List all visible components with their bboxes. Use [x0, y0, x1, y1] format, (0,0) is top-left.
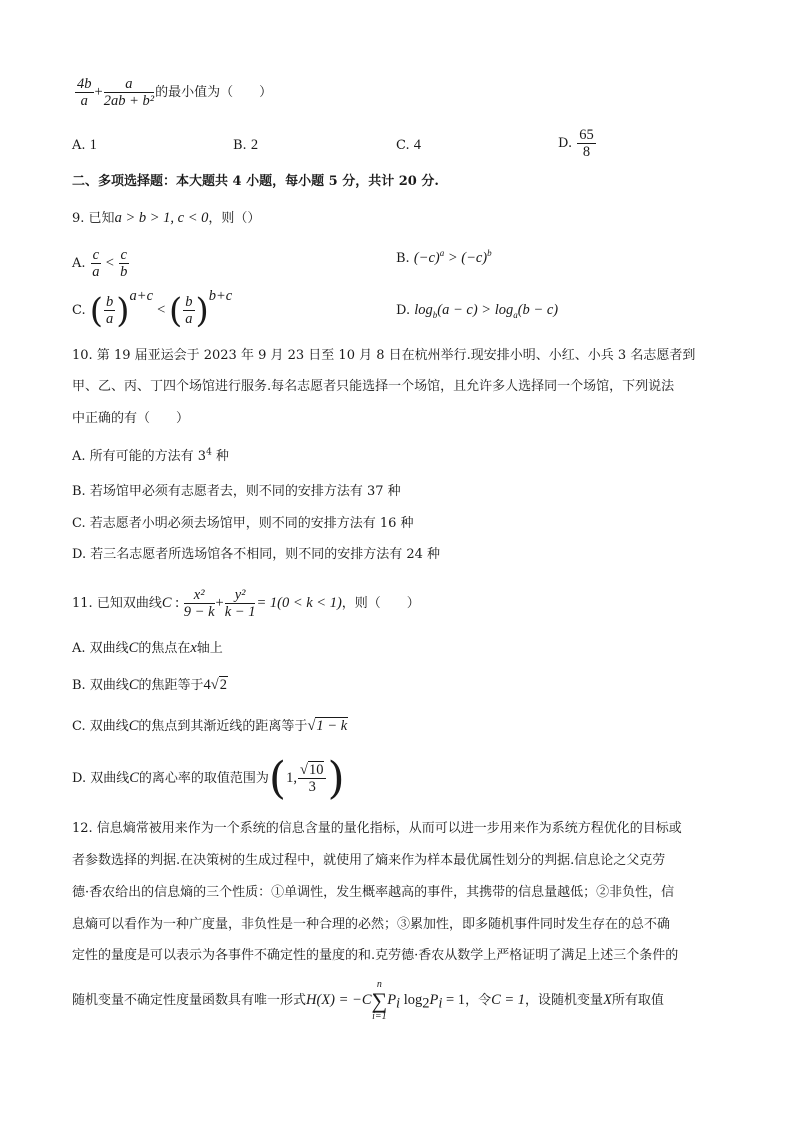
- probability-symbol: P: [387, 992, 397, 1008]
- curve-symbol: C: [128, 677, 139, 693]
- question-10-line-3: 中正确的有（ ）: [72, 411, 190, 426]
- sum-lower: i=1: [372, 1010, 387, 1022]
- question-10-option-c: C. 若志愿者小明必须去场馆甲，则不同的安排方法有 16 种: [72, 516, 414, 531]
- question-11-stem: [72, 583, 420, 623]
- question-8-option-c: [396, 136, 421, 155]
- radicand: 10: [308, 762, 324, 778]
- question-12-line-5: 定性的量度是可以表示为各事件不确定性的量度的和.克劳德·香农从数学上严格证明了满足上述三个条件的: [72, 948, 679, 963]
- option-label: B.: [396, 251, 410, 266]
- numerator: y²: [225, 587, 256, 604]
- question-text: ，设随机变量: [525, 993, 604, 1008]
- question-12-line-3: 德·香农给出的信息熵的三个性质：①单调性，发生概率越高的事件，其携带的信息量越低；②非负性，信: [72, 885, 675, 900]
- question-12-line-6: 随机变量不确定性度量函数具有唯一形式H(X) = −C n ∑ i=1 $P_i$ $\log_2P_i = 1$，令C = 1，设随机变量X所有取值: [72, 978, 664, 1022]
- option-text: C. 双曲线: [72, 719, 129, 734]
- question-text: 随机变量不确定性度量函数具有唯一形式: [72, 993, 307, 1008]
- log-symbol: log: [403, 992, 423, 1008]
- option-text: A. 双曲线: [72, 641, 129, 656]
- question-10-option-a: [72, 448, 229, 466]
- question-10-option-d: D. 若三名志愿者所选场馆各不相同，则不同的安排方法有 24 种: [72, 547, 441, 562]
- fraction-y2-over-k-1: [225, 587, 256, 620]
- numerator: x²: [184, 587, 215, 604]
- question-9-option-c: C. ( $\frac{b}{a}$ )$^{a+c}$ < ( $\frac{b}{a}$ )$^{b+c}$: [72, 288, 233, 331]
- question-11-option-b: [72, 676, 228, 695]
- option-b-math: $(-c)^a > (-c)^b$: [413, 248, 492, 266]
- option-label: B.: [233, 138, 247, 153]
- option-text: A. 所有可能的方法有 3: [72, 449, 207, 464]
- section-2-title: 二、多项选择题：本大题共 4 小题，每小题 5 分，共计 20 分.: [72, 174, 439, 189]
- question-10-option-b: B. 若场馆甲必须有志愿者去，则不同的安排方法有 37 种: [72, 484, 401, 499]
- option-text: D. 双曲线: [72, 771, 130, 786]
- radicand: 1 − k: [316, 718, 348, 734]
- entropy-formula-lhs: H(X) = −C: [306, 992, 372, 1008]
- option-d-math: $\log_b(a - c) > \log_a(b - c)$: [414, 302, 559, 320]
- sqrt-sign: √: [210, 677, 219, 693]
- option-label: C.: [72, 303, 86, 318]
- question-text: ，则（ ）: [341, 596, 420, 611]
- question-text: ，令: [465, 993, 492, 1008]
- exponent: 4: [206, 447, 212, 458]
- coefficient: 4: [203, 677, 211, 693]
- numerator: 4b: [77, 76, 92, 92]
- question-text: 已知双曲线: [96, 596, 162, 611]
- option-value: 1: [89, 137, 97, 153]
- question-8-text: 的最小值为（ ）: [155, 85, 273, 100]
- option-label: D.: [396, 303, 411, 318]
- option-label: D.: [558, 136, 573, 151]
- axis-symbol: x: [190, 640, 197, 656]
- question-11-option-a: [72, 639, 223, 658]
- numerator: 65: [579, 127, 594, 143]
- c-assignment: C = 1: [491, 992, 526, 1008]
- interval-start: 1,: [286, 770, 297, 786]
- curve-symbol: C: [128, 718, 139, 734]
- fraction-x2-over-9-k: [184, 587, 215, 620]
- option-text: 的焦距等于: [138, 678, 204, 693]
- question-9-option-b: [396, 249, 492, 268]
- question-8-stem: [74, 72, 272, 112]
- fraction-c-over-a: $\frac{c}{a}$: [92, 247, 100, 280]
- question-11-option-c: [72, 717, 348, 736]
- sum-upper: n: [376, 978, 382, 990]
- option-text: 的焦点在: [138, 641, 191, 656]
- curve-symbol: C: [128, 640, 139, 656]
- option-value: 2: [250, 137, 259, 153]
- option-value: 4: [413, 137, 422, 153]
- plus-sign: +: [215, 595, 224, 611]
- radicand: 2: [219, 677, 227, 693]
- condition-math: a > b > 1, c < 0: [114, 210, 209, 226]
- fraction-4b-over-a: [75, 76, 94, 109]
- denominator: 9 − k: [183, 604, 215, 620]
- curve-symbol: C: [129, 770, 139, 786]
- question-12-line-2: 者参数选择的判据.在决策树的生成过程中，就使用了熵来作为样本最优属性划分的判据.信息论之父克劳: [72, 853, 666, 868]
- plus-sign: +: [94, 84, 103, 100]
- option-text: B. 双曲线: [72, 678, 129, 693]
- question-10-line-2: 甲、乙、丙、丁四个场馆进行服务.每名志愿者只能选择一个场馆，且允许多人选择同一个场馆，下列说法: [72, 379, 675, 394]
- colon: :: [171, 595, 183, 611]
- question-text: 已知: [88, 211, 115, 226]
- denominator: a: [80, 93, 88, 109]
- denominator: 2ab + b²: [103, 93, 155, 109]
- fraction-65-over-8: [577, 127, 596, 160]
- question-9-option-a: A. $\frac{c}{a}$ < $\frac{c}{b}$: [72, 247, 128, 280]
- formula-equals: = 1: [446, 992, 466, 1008]
- option-text: 的焦点到其渐近线的距离等于: [138, 719, 308, 734]
- fraction-c-over-b: $\frac{c}{b}$: [120, 247, 128, 280]
- question-8-option-d: [558, 124, 597, 164]
- option-label: A.: [72, 256, 86, 271]
- denominator: 3: [308, 779, 316, 795]
- fraction-sqrt10-over-3: [298, 762, 326, 795]
- denominator: 8: [582, 144, 591, 160]
- question-text: ，则（）: [208, 211, 261, 226]
- numerator: a: [104, 76, 154, 93]
- option-text: 轴上: [196, 641, 223, 656]
- question-number: 9.: [72, 211, 85, 226]
- question-number: 11.: [72, 596, 93, 611]
- question-text: 所有取值: [611, 993, 664, 1008]
- random-variable: X: [603, 992, 612, 1008]
- curve-symbol: C: [161, 595, 172, 611]
- question-11-option-d: D. 双曲线C的离心率的取值范围为(1, $\frac{√10}{3}$ ): [72, 752, 345, 804]
- option-label: C.: [396, 138, 410, 153]
- option-text: 的离心率的取值范围为: [138, 771, 269, 786]
- question-9-option-d: [396, 301, 558, 320]
- option-text: 种: [211, 449, 229, 464]
- equation-tail: = 1(0 < k < 1): [256, 595, 342, 611]
- question-10-line-1: 10. 第 19 届亚运会于 2023 年 9 月 23 日至 10 月 8 日在杭州举行.现安排小明、小红、小兵 3 名志愿者到: [72, 348, 696, 363]
- question-9-stem: [72, 209, 260, 228]
- summation-symbol: n ∑ i=1: [371, 978, 388, 1022]
- question-8-option-b: [233, 136, 258, 155]
- option-label: A.: [72, 138, 86, 153]
- question-8-option-a: [72, 136, 97, 155]
- question-12-line-4: 息熵可以看作为一种广度量，非负性是一种合理的必然；③累加性，即多随机事件同时发生存在的总不确: [72, 917, 671, 932]
- sqrt-sign: √: [307, 718, 316, 734]
- fraction-a-over-2ab-b2: [104, 76, 154, 109]
- question-12-line-1: 12. 信息熵常被用来作为一个系统的信息含量的量化指标，从而可以进一步用来作为系统方程优化的目标或: [72, 821, 682, 836]
- denominator: k − 1: [224, 604, 256, 620]
- sqrt-sign: √: [299, 762, 308, 778]
